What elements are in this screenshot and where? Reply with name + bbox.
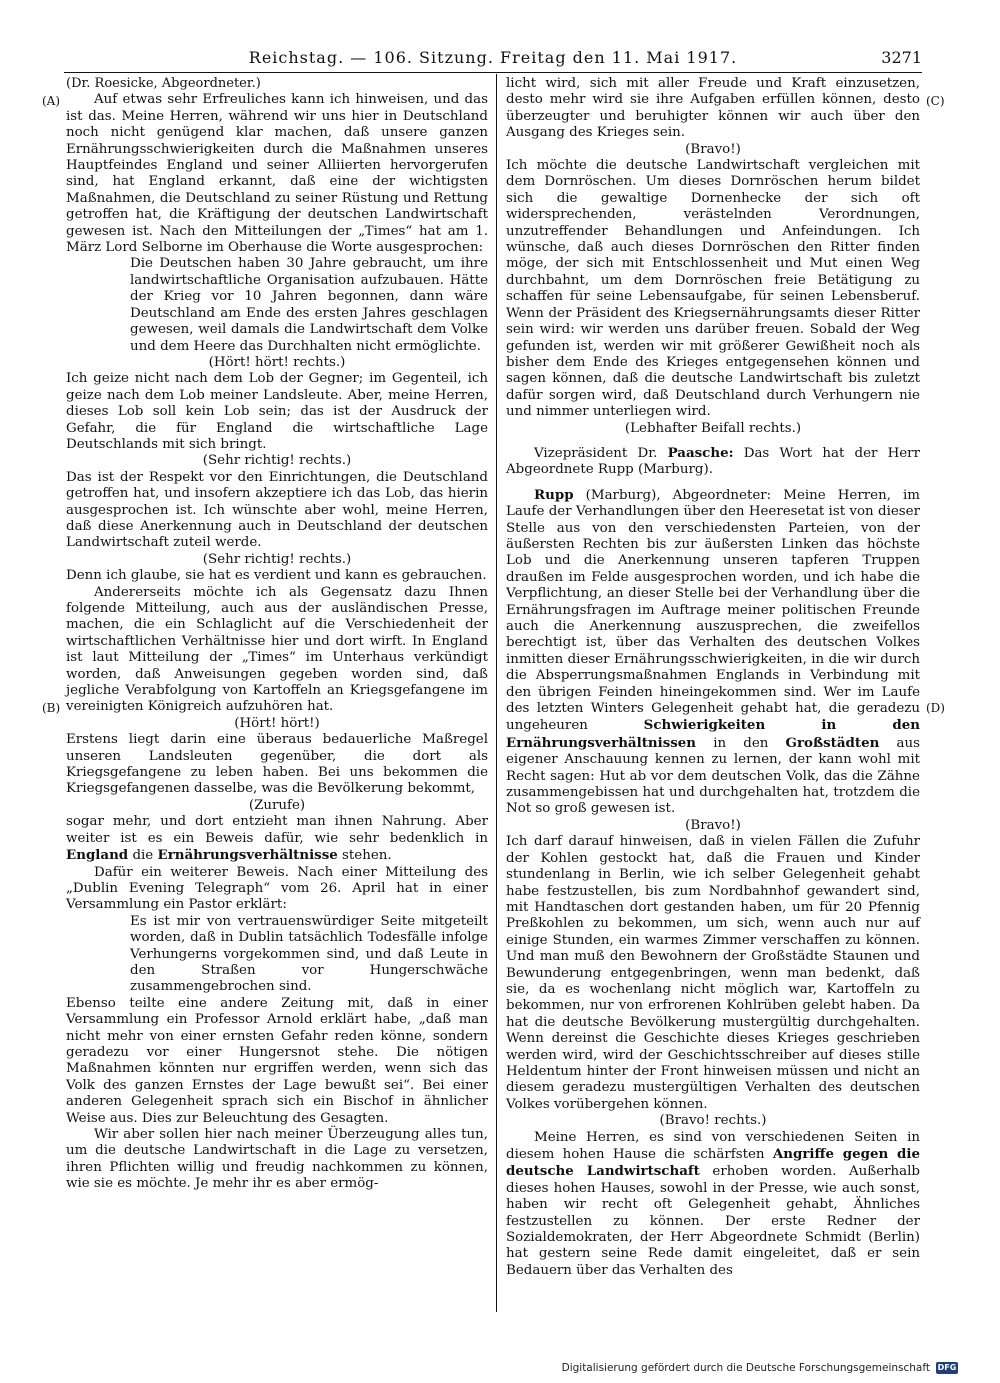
column-divider	[496, 74, 497, 1312]
left-column	[66, 76, 488, 1193]
page-header	[64, 48, 922, 70]
emphasis: Angriffe gegen die deutsche Landwirtschaft	[506, 1146, 921, 1180]
emphasis: Ernährungsverhältnisse	[157, 847, 338, 864]
paragraph: Dafür ein weiterer Beweis. Nach einer Mitteilung des „Dublin Evening Telegraph“ vom 26. April hat in einer Versammlung ein Pastor erklärt:	[66, 864, 488, 913]
margin-mark-a: (A)	[42, 94, 61, 108]
footer-text: Digitalisierung gefördert durch die Deutsche Forschungsgemeinschaft	[561, 1362, 930, 1374]
paragraph: Ich darf darauf hinweisen, daß in vielen Fällen die Zufuhr der Kohlen gestockt hat, daß die Frauen und Kinder stundenlang in Berlin, wie ich selber Gelegenheit gehabt habe festzustellen, bis zum Nordbahnhof gewandert sind, mit Handtaschen dort gestanden haben, um für 20 Pfennig Preßkohlen zu bekommen, um sich, wenn auch nur auf einige Stunden, ein warmes Zimmer verschaffen zu können. Und man muß den Bewohnern der Großstädte Staunen und Bewunderung entgegenbringen, wenn man bedenkt, daß sie, da es wochenlang nicht möglich war, Kartoffeln zu bekommen, nur von erfrorenen Kohlrüben gelebt haben. Da hat die deutsche Bevölkerung mustergültig durchgehalten. Wenn dereinst die Geschichte dieses Krieges geschrieben werden wird, wird der Geschichtsschreiber auf dieses stille Heldentum hinter der Front hinweisen müssen und nicht an diesem geradezu mustergültigen Verhalten des deutschen Volkes vorübergehen können.	[506, 834, 920, 1112]
paragraph: Ebenso teilte eine andere Zeitung mit, daß in einer Versammlung ein Professor Arnold erklärt habe, „daß man nicht mehr von einer ernsten Gefahr reden könne, sondern geradezu vor einer Hungersnot stehe. Die nötigen Maßnahmen könnten nur ergriffen werden, wenn sich das Volk des ganzen Ernstes der Lage bewußt sei“. Bei einer anderen Gelegenheit sprach sich ein Bischof in ähnlicher Weise aus. Dies zur Beleuchtung des Gesagten.	[66, 995, 488, 1126]
quotation: Es ist mir von vertrauenswürdiger Seite mitgeteilt worden, daß in Dublin tatsächlich Todesfälle infolge Verhungerns vorgekommen sind, und daß Leute in den Straßen vor Hungerschwäche zusammengebrochen sind.	[130, 913, 488, 995]
text-run: sogar mehr, und dort entzieht man ihnen Nahrung. Aber weiter ist es ein Beweis dafür, wie sehr bedenklich in	[66, 814, 488, 846]
paragraph: Erstens liegt darin eine überaus bedauerliche Maßregel unseren Landsleuten gegenüber, die dort als Kriegsgefangene zu leben haben. Bei uns bekommen die Kriegsgefangenen dasselbe, was die Bevölkerung bekommt,	[66, 732, 488, 797]
interjection: (Sehr richtig! rechts.)	[202, 551, 352, 567]
emphasis: Schwierigkeiten in den Ernährungsverhältnissen	[506, 717, 920, 751]
paragraph: licht wird, sich mit aller Freude und Kraft einzusetzen, desto mehr wird sie ihre Aufgaben erfüllen können, desto überzeugter und beruhigter können wir auch über den Ausgang des Krieges sein.	[506, 76, 920, 141]
interjection: (Zurufe)	[248, 797, 306, 813]
interjection: (Hört! hört! rechts.)	[208, 354, 346, 370]
paragraph: Das ist der Respekt vor den Einrichtungen, die Deutschland getroffen hat, und insofern akzeptiere ich das Lob, das hierin ausgesprochen ist. Ich wünschte aber wohl, meine Herren, daß diese Anerkennung auch in Deutschland der deutschen Landwirtschaft zuteil werde.	[66, 469, 488, 551]
interjection: (Bravo!)	[685, 817, 741, 833]
interjection: (Hört! hört!)	[234, 715, 320, 731]
speaker-name: Paasche:	[667, 444, 734, 461]
text-run: aus eigener Anschauung kennen zu lernen, der kann wohl mit Recht sagen: Hut ab vor dem deutschen Volk, das die Zähne zusammengebissen hat und durchgehalten hat, trotzdem die Not so groß gewesen ist.	[506, 735, 920, 817]
text-run: stehen.	[342, 848, 392, 864]
emphasis: Großstädten	[785, 734, 880, 751]
margin-mark-b: (B)	[42, 701, 61, 715]
text-run: in den	[713, 735, 769, 751]
paragraph	[506, 445, 920, 479]
interjection: (Bravo!)	[685, 141, 741, 157]
paragraph: Wir aber sollen hier nach meiner Überzeugung alles tun, um die deutsche Landwirtschaft in die Lage zu versetzen, ihren Pflichten willig und freudig nachkommen zu können, wie sie es möchte. Je mehr ihr es aber ermög-	[66, 1127, 488, 1192]
paragraph	[506, 1130, 920, 1280]
header-rule	[64, 72, 922, 73]
text-run: Das Wort hat der Herr Abgeordnete Rupp (Marburg).	[506, 445, 920, 478]
paragraph: Denn ich glaube, sie hat es verdient und kann es gebrauchen.	[66, 568, 487, 584]
footer-credit	[562, 1362, 958, 1374]
quotation: Die Deutschen haben 30 Jahre gebraucht, um ihre landwirtschaftliche Organisation aufzubauen. Hätte der Krieg vor 10 Jahren begonnen, dann wäre Deutschland am Ende des ersten Jahres geschlagen gewesen, weil damals die Landwirtschaft dem Volke und dem Heere das Durchhalten nicht ermöglichte.	[130, 256, 488, 354]
paragraph: Ich geize nicht nach dem Lob der Gegner; im Gegenteil, ich geize nach dem Lob meiner Landsleute. Aber, meine Herren, dieses Lob soll kein Lob sein; das ist der Ausdruck der Gefahr, die für England die wirtschaftliche Lage Deutschlands mit sich bringt.	[66, 371, 488, 452]
interjection: (Sehr richtig! rechts.)	[202, 453, 352, 469]
dfg-logo-icon: DFG	[937, 1363, 957, 1372]
text-run: erhoben worden. Außerhalb dieses hohen Hauses, sowohl in der Presse, wie auch sonst, haben wir recht oft Gelegenheit gehabt, Ähnliches festzustellen zu können. Der erste Redner der Sozialdemokraten, der Herr Abgeordnete Schmidt (Berlin) hat gestern seine Rede damit eingeleitet, daß er sein Bedauern über das Verhalten des	[506, 1164, 920, 1278]
page-number: 3271	[881, 48, 922, 67]
paragraph: Andererseits möchte ich als Gegensatz dazu Ihnen folgende Mitteilung, auch aus der ausländischen Presse, machen, die ein Schlaglicht auf die Verschiedenheit der wirtschaftlichen Verhältnisse hier und dort wirft. In England ist laut Mitteilung der „Times“ im Unterhaus verkündigt worden, daß Anweisungen gegeben worden sind, daß jegliche Verabfolgung von Kartoffeln an Kriegsgefangene im vereinigten Königreich aufzuhören hat.	[66, 584, 488, 715]
text-run: die	[132, 848, 154, 864]
text-run: Vizepräsident Dr.	[534, 445, 658, 461]
right-column	[506, 76, 920, 1279]
margin-mark-c: (C)	[926, 94, 945, 108]
text-run: Meine Herren, es sind von verschiedenen Seiten in diesem hohen Hause die schärfsten	[506, 1129, 920, 1162]
paragraph	[66, 814, 488, 864]
speaker-line: (Dr. Roesicke, Abgeordneter.)	[66, 76, 261, 91]
paragraph: Ich möchte die deutsche Landwirtschaft vergleichen mit dem Dornröschen. Um dieses Dornröschen herum bildet sich die gewaltige Dornenhecke der sich oft widersprechenden, verästelnden Verordnungen, unzutreffender Behandlungen und Anfeindungen. Ich wünsche, daß auch dieses Dornröschen den Ritter finden möge, der sich mit Entschlossenheit und Mut einen Weg durchbahnt, um dem Dornröschen freie Betätigung zu schaffen für seine Lebensaufgabe, für seinen Lebensberuf. Wenn der Präsident des Kriegsernährungsamts dieser Ritter sein wird: wir werden uns darüber freuen. Sobald der Weg gefunden ist, werden wir mit größerer Gewißheit noch als bisher dem Ende des Krieges entgegensehen können und sagen können, daß die deutsche Landwirtschaft bis zuletzt dafür sorgen wird, daß Deutschland durch Verhungern nie und nimmer unterliegen wird.	[506, 158, 920, 420]
interjection: (Lebhafter Beifall rechts.)	[624, 420, 802, 436]
speaker-name: Rupp	[534, 486, 574, 503]
emphasis: England	[66, 847, 129, 864]
text-run: (Marburg), Abgeordneter: Meine Herren, im Laufe der Verhandlungen über den Heeresetat ist von dieser Stelle aus von den verschiedensten Parteien, von der äußersten Rechten bis zur äußersten Linken das höchste Lob und die Anerkennung unseren tapferen Truppen draußen im Felde ausgesprochen worden, und ich habe die Verpflichtung, an dieser Stelle bei der Verhandlung über die Ernährungsfragen im Auftrage meiner politischen Freunde auch die Anerkennung auszusprechen, die zweifellos berechtigt ist, über das Verhalten des deutschen Volkes inmitten dieser Ernährungsschwierigkeiten, in die wir durch die Absperrungsmaßnahmen Englands in Verbindung mit den übrigen Feinden hineingekommen sind. Wer im Laufe des letzten Winters Gelegenheit gehabt hat, die geradezu ungeheuren	[506, 487, 920, 734]
header-title: Reichstag. — 106. Sitzung. Freitag den 11. Mai 1917.	[248, 48, 738, 67]
paragraph	[506, 487, 920, 818]
interjection: (Bravo! rechts.)	[659, 1113, 767, 1129]
paragraph: Auf etwas sehr Erfreuliches kann ich hinweisen, und das ist das. Meine Herren, während wir uns hier in Deutschland noch nicht genügend klar machen, daß unsere ganzen Ernährungsschwierigkeiten durch die Maßnahmen unseres Hauptfeindes England und seiner Alliierten hervorgerufen sind, hat England erkannt, daß eine der wichtigsten Maßnahmen, die Deutschland zu seiner Rüstung und Rettung getroffen hat, die Kräftigung der deutschen Landwirtschaft gewesen ist. Nach den Mitteilungen der „Times“ hat am 1. März Lord Selborne im Oberhause die Worte ausgesprochen:	[66, 92, 488, 256]
margin-mark-d: (D)	[926, 701, 945, 715]
